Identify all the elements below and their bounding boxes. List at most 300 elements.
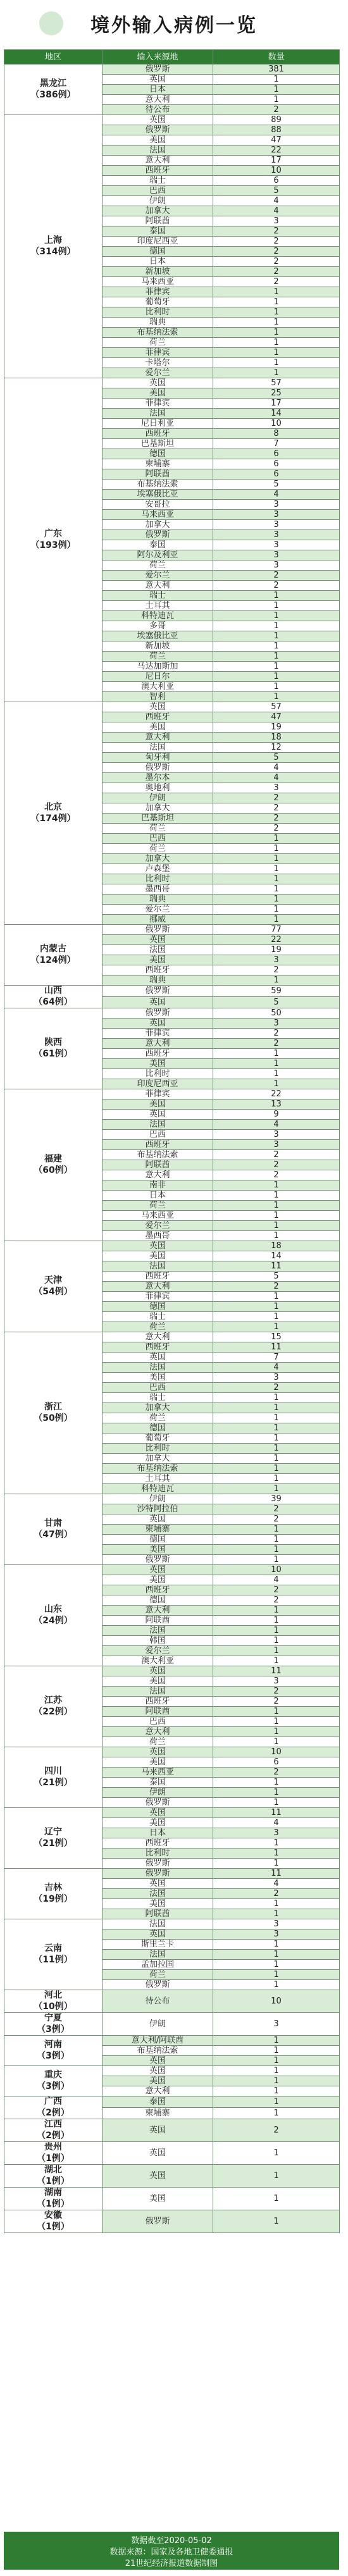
count-cell: 1: [213, 1798, 340, 1808]
source-cell: 布基纳法索: [103, 328, 213, 338]
source-cell: 巴西: [103, 1383, 213, 1393]
count-cell: 1: [213, 1535, 340, 1545]
count-cell: 1: [213, 854, 340, 864]
region-total: （24例）: [34, 1615, 73, 1626]
source-cell: 荷兰: [103, 1201, 213, 1211]
count-cell: 1: [213, 85, 340, 95]
region-name: 河北: [44, 1990, 62, 2000]
source-cell: 马来西亚: [103, 510, 213, 520]
source-cell: 卡塔尔: [103, 358, 213, 368]
count-cell: 2: [213, 814, 340, 824]
source-cell: 加拿大: [103, 803, 213, 814]
table-row: [4, 1869, 340, 1879]
count-cell: 4: [213, 1818, 340, 1828]
table-row: [4, 2036, 340, 2046]
region-cell: [4, 1494, 103, 1565]
source-cell: 新加坡: [103, 641, 213, 652]
count-cell: 2: [213, 1029, 340, 1039]
source-cell: 法国: [103, 1626, 213, 1636]
count-cell: 10: [213, 419, 340, 429]
footer: [4, 2532, 339, 2570]
source-cell: 爱尔兰: [103, 1221, 213, 1231]
source-cell: 比利时: [103, 874, 213, 884]
region-name: 陕西: [44, 1037, 62, 1048]
count-cell: 13: [213, 1099, 340, 1110]
source-cell: 英国: [103, 2119, 213, 2142]
count-cell: 18: [213, 733, 340, 743]
count-cell: 6: [213, 176, 340, 186]
source-cell: 马达加斯加: [103, 662, 213, 672]
region-total: （314例）: [30, 246, 76, 257]
table-row: [4, 925, 340, 935]
count-cell: 10: [213, 166, 340, 176]
region-total: （54例）: [34, 1286, 73, 1297]
count-cell: 381: [213, 65, 340, 75]
region-cell: [4, 2096, 103, 2119]
count-cell: 4: [213, 1120, 340, 1130]
source-cell: 安哥拉: [103, 500, 213, 510]
count-cell: 1: [213, 682, 340, 692]
count-cell: 19: [213, 945, 340, 955]
count-cell: 1: [213, 2056, 340, 2066]
count-cell: 1: [213, 641, 340, 652]
count-cell: 3: [213, 1676, 340, 1687]
source-cell: 西班牙: [103, 1140, 213, 1150]
count-cell: 10: [213, 1990, 340, 2013]
table-row: [4, 2142, 340, 2165]
count-cell: 1: [213, 338, 340, 348]
count-cell: 3: [213, 1373, 340, 1383]
count-cell: 2: [213, 1697, 340, 1707]
source-cell: 荷兰: [103, 338, 213, 348]
count-cell: 1: [213, 297, 340, 307]
count-cell: 1: [213, 2066, 340, 2076]
source-cell: 法国: [103, 409, 213, 419]
count-cell: 1: [213, 1484, 340, 1494]
count-cell: 2: [213, 105, 340, 115]
region-name: 北京: [44, 802, 62, 812]
region-total: （22例）: [34, 1706, 73, 1717]
region-total: （3例）: [37, 2050, 70, 2061]
region-total: （47例）: [34, 1529, 73, 1540]
source-cell: 美国: [103, 1818, 213, 1828]
table-row: [4, 2119, 340, 2142]
count-cell: 17: [213, 156, 340, 166]
source-cell: 西班牙: [103, 1838, 213, 1848]
count-cell: 3: [213, 530, 340, 540]
source-cell: 美国: [103, 722, 213, 733]
source-cell: 荷兰: [103, 1970, 213, 1980]
count-cell: 2: [213, 1150, 340, 1160]
count-cell: 1: [213, 1211, 340, 1221]
source-cell: 日本: [103, 85, 213, 95]
source-cell: 美国: [103, 1899, 213, 1909]
source-cell: 俄罗斯: [103, 2210, 213, 2233]
count-cell: 1: [213, 2036, 340, 2046]
source-cell: 比利时: [103, 307, 213, 318]
source-cell: 葡萄牙: [103, 1434, 213, 1444]
source-cell: 俄罗斯: [103, 1980, 213, 1990]
count-cell: 1: [213, 834, 340, 844]
footer-source: 数据来源：国家及各地卫健委通报: [109, 2548, 233, 2557]
count-cell: 4: [213, 1879, 340, 1889]
region-name: 河南: [44, 2040, 62, 2050]
region-total: （386例）: [30, 89, 76, 100]
count-cell: 2: [213, 581, 340, 591]
region-total: （1例）: [37, 2153, 70, 2164]
source-cell: 伊朗: [103, 196, 213, 206]
source-cell: 英国: [103, 1565, 213, 1575]
count-cell: 1: [213, 287, 340, 297]
count-cell: 1: [213, 1444, 340, 1454]
source-cell: 土耳其: [103, 601, 213, 611]
source-cell: 英国: [103, 75, 213, 85]
region-name: 重庆: [44, 2070, 62, 2080]
footer-date: 数据截至2020-05-02: [131, 2536, 212, 2546]
count-cell: 1: [213, 1940, 340, 1950]
count-cell: 88: [213, 125, 340, 135]
region-total: （19例）: [34, 1893, 73, 1904]
count-cell: 1: [213, 1201, 340, 1211]
count-cell: 3: [213, 955, 340, 965]
count-cell: 1: [213, 2096, 340, 2108]
count-cell: 1: [213, 621, 340, 631]
source-cell: 爱尔兰: [103, 571, 213, 581]
region-total: （124例）: [30, 955, 76, 965]
source-cell: 俄罗斯: [103, 763, 213, 773]
source-cell: 英国: [103, 935, 213, 945]
region-name: 广东: [44, 529, 62, 539]
count-cell: 1: [213, 1636, 340, 1646]
region-cell: [4, 115, 103, 378]
source-cell: 荷兰: [103, 560, 213, 571]
count-cell: 17: [213, 399, 340, 409]
count-cell: 1: [213, 692, 340, 702]
count-cell: 47: [213, 135, 340, 146]
source-cell: 美国: [103, 1757, 213, 1768]
region-cell: [4, 2188, 103, 2210]
count-cell: 14: [213, 409, 340, 419]
source-cell: 加拿大: [103, 1454, 213, 1464]
count-cell: 57: [213, 378, 340, 388]
source-cell: 瑞典: [103, 975, 213, 986]
region-name: 安徽: [44, 2210, 62, 2220]
count-cell: 1: [213, 1707, 340, 1717]
table-row: [4, 2210, 340, 2233]
source-cell: 美国: [103, 1545, 213, 1555]
source-cell: 德国: [103, 1302, 213, 1312]
source-cell: 俄罗斯: [103, 65, 213, 75]
source-cell: 意大利: [103, 95, 213, 105]
source-cell: 巴西: [103, 1717, 213, 1727]
count-cell: 1: [213, 328, 340, 338]
count-cell: 1: [213, 1848, 340, 1859]
source-cell: 布基纳法索: [103, 480, 213, 490]
source-cell: 布基纳法索: [103, 1150, 213, 1160]
region-name: 江苏: [44, 1695, 62, 1706]
region-name: 山东: [44, 1604, 62, 1614]
source-cell: 西班牙: [103, 166, 213, 176]
count-cell: 1: [213, 1525, 340, 1535]
source-cell: 柬埔寨: [103, 1525, 213, 1535]
count-cell: 2: [213, 1889, 340, 1899]
source-cell: 西班牙: [103, 1049, 213, 1059]
table-row: [4, 2066, 340, 2076]
source-cell: 美国: [103, 1575, 213, 1585]
count-cell: 1: [213, 1555, 340, 1565]
source-cell: 西班牙: [103, 429, 213, 439]
source-cell: 比利时: [103, 1069, 213, 1079]
source-cell: 英国: [103, 1879, 213, 1889]
source-cell: 埃塞俄比亚: [103, 490, 213, 500]
count-cell: 3: [213, 1929, 340, 1940]
count-cell: 2: [213, 277, 340, 287]
region-cell: [4, 2013, 103, 2036]
count-cell: 47: [213, 712, 340, 722]
source-cell: 菲律宾: [103, 1089, 213, 1099]
count-cell: 2: [213, 965, 340, 975]
source-cell: 意大利: [103, 581, 213, 591]
count-cell: 5: [213, 480, 340, 490]
source-cell: 法国: [103, 1889, 213, 1899]
count-cell: 1: [213, 1049, 340, 1059]
count-cell: 1: [213, 2108, 340, 2119]
count-cell: 2: [213, 1585, 340, 1595]
region-name: 黑龙江: [40, 78, 66, 89]
count-cell: 1: [213, 1302, 340, 1312]
source-cell: 瑞士: [103, 591, 213, 601]
source-cell: 西班牙: [103, 1585, 213, 1595]
source-cell: 俄罗斯: [103, 1008, 213, 1019]
source-cell: 日本: [103, 257, 213, 267]
count-cell: 1: [213, 884, 340, 895]
table-row: [4, 65, 340, 75]
count-cell: 18: [213, 1241, 340, 1251]
source-cell: 泰国: [103, 226, 213, 237]
count-cell: 2: [213, 237, 340, 247]
source-cell: 英国: [103, 2056, 213, 2066]
count-cell: 1: [213, 368, 340, 378]
count-cell: 1: [213, 2188, 340, 2210]
source-cell: 待公布: [103, 105, 213, 115]
count-cell: 1: [213, 864, 340, 874]
count-cell: 3: [213, 550, 340, 560]
count-cell: 1: [213, 1292, 340, 1302]
count-cell: 12: [213, 743, 340, 753]
source-cell: 菲律宾: [103, 399, 213, 409]
region-total: （3例）: [37, 2024, 70, 2034]
source-cell: 加拿大: [103, 854, 213, 864]
region-total: （193例）: [30, 540, 76, 550]
source-cell: 菲律宾: [103, 348, 213, 358]
footer-credit: 21世纪经济报道数据制图: [125, 2559, 218, 2568]
count-cell: 1: [213, 1606, 340, 1616]
count-cell: 1: [213, 915, 340, 925]
count-cell: 10: [213, 1565, 340, 1575]
source-cell: 加拿大: [103, 206, 213, 216]
source-cell: 爱尔兰: [103, 1646, 213, 1656]
count-cell: 1: [213, 1970, 340, 1980]
source-cell: 伊朗: [103, 1494, 213, 1504]
source-cell: 美国: [103, 955, 213, 965]
count-cell: 1: [213, 631, 340, 641]
count-cell: 1: [213, 1464, 340, 1474]
region-cell: [4, 1565, 103, 1666]
region-name: 广西: [44, 2096, 62, 2107]
region-cell: [4, 2165, 103, 2188]
page-title: 境外输入病例一览: [90, 15, 258, 37]
region-total: （10例）: [34, 2001, 73, 2012]
source-cell: 葡萄牙: [103, 297, 213, 307]
count-cell: 1: [213, 1059, 340, 1069]
count-cell: 4: [213, 1575, 340, 1585]
count-cell: 3: [213, 1828, 340, 1838]
count-cell: 3: [213, 540, 340, 550]
count-cell: 1: [213, 2086, 340, 2096]
count-cell: 1: [213, 1191, 340, 1201]
source-cell: 布基纳法索: [103, 1464, 213, 1474]
source-cell: 印度尼西亚: [103, 237, 213, 247]
region-name: 湖北: [44, 2165, 62, 2175]
source-cell: 尼日尔: [103, 672, 213, 682]
count-cell: 1: [213, 1646, 340, 1656]
count-cell: 1: [213, 1069, 340, 1079]
source-cell: 意大利: [103, 1282, 213, 1292]
source-cell: 加拿大: [103, 1403, 213, 1413]
source-cell: 澳大利亚: [103, 1656, 213, 1666]
source-cell: 阿联酋: [103, 1707, 213, 1717]
source-cell: 法国: [103, 1261, 213, 1272]
count-cell: 25: [213, 388, 340, 399]
region-total: （21例）: [34, 1777, 73, 1788]
count-cell: 1: [213, 1626, 340, 1636]
count-cell: 1: [213, 1778, 340, 1788]
source-cell: 加拿大: [103, 520, 213, 530]
count-cell: 3: [213, 520, 340, 530]
count-cell: 1: [213, 1434, 340, 1444]
source-cell: 英国: [103, 1514, 213, 1525]
source-cell: 爱尔兰: [103, 368, 213, 378]
count-cell: 1: [213, 1788, 340, 1798]
count-cell: 1: [213, 662, 340, 672]
table-body: [4, 65, 340, 2233]
count-cell: 2: [213, 1282, 340, 1292]
region-name: 内蒙古: [40, 944, 66, 954]
region-total: （1例）: [37, 2221, 70, 2232]
source-cell: 意大利: [103, 2086, 213, 2096]
count-cell: 1: [213, 1413, 340, 1423]
source-cell: 英国: [103, 1019, 213, 1029]
source-cell: 新加坡: [103, 267, 213, 277]
source-cell: 菲律宾: [103, 1292, 213, 1302]
source-cell: 伊朗: [103, 1788, 213, 1798]
region-total: （60例）: [34, 1165, 73, 1175]
source-cell: 英国: [103, 1110, 213, 1120]
count-cell: 1: [213, 1312, 340, 1322]
table-row: [4, 1565, 340, 1575]
source-cell: 俄罗斯: [103, 1798, 213, 1808]
count-cell: 1: [213, 1950, 340, 1960]
source-cell: 澳大利亚: [103, 682, 213, 692]
count-cell: 1: [213, 1231, 340, 1241]
region-name: 上海: [44, 235, 62, 245]
count-cell: 2: [213, 1160, 340, 1170]
source-cell: 伊朗: [103, 2013, 213, 2036]
source-cell: 德国: [103, 1423, 213, 1434]
source-cell: 意大利: [103, 1727, 213, 1737]
count-cell: 4: [213, 773, 340, 783]
count-cell: 1: [213, 844, 340, 854]
count-cell: 2: [213, 803, 340, 814]
count-cell: 3: [213, 783, 340, 793]
table-row: [4, 1089, 340, 1099]
table-row: [4, 115, 340, 125]
source-cell: 美国: [103, 2076, 213, 2086]
source-cell: 俄罗斯: [103, 530, 213, 540]
source-cell: 巴基斯坦: [103, 439, 213, 449]
region-total: （3例）: [37, 2081, 70, 2091]
count-cell: 1: [213, 652, 340, 662]
source-cell: 巴基斯坦: [103, 814, 213, 824]
count-cell: 2: [213, 1595, 340, 1606]
source-cell: 英国: [103, 1929, 213, 1940]
source-cell: 斯里兰卡: [103, 1940, 213, 1950]
source-cell: 马来西亚: [103, 1768, 213, 1778]
source-cell: 英国: [103, 378, 213, 388]
region-cell: [4, 702, 103, 925]
source-cell: 墨西哥: [103, 1231, 213, 1241]
source-cell: 德国: [103, 1595, 213, 1606]
count-cell: 1: [213, 672, 340, 682]
count-cell: 1: [213, 1322, 340, 1332]
source-cell: 墨西哥: [103, 884, 213, 895]
source-cell: 俄罗斯: [103, 1859, 213, 1869]
source-cell: 俄罗斯: [103, 925, 213, 935]
region-total: （50例）: [34, 1413, 73, 1423]
table-row: [4, 1747, 340, 1757]
source-cell: 挪威: [103, 915, 213, 925]
table-row: [4, 1808, 340, 1818]
source-cell: 美国: [103, 135, 213, 146]
source-cell: 卢森堡: [103, 864, 213, 874]
region-cell: [4, 1008, 103, 1089]
region-cell: [4, 65, 103, 115]
region-cell: [4, 1666, 103, 1747]
count-cell: 1: [213, 1221, 340, 1231]
count-cell: 2: [213, 1768, 340, 1778]
count-cell: 3: [213, 510, 340, 520]
source-cell: 日本: [103, 1828, 213, 1838]
count-cell: 5: [213, 186, 340, 196]
count-cell: 39: [213, 1494, 340, 1504]
source-cell: 南非: [103, 1180, 213, 1191]
count-cell: 2: [213, 1687, 340, 1697]
count-cell: 1: [213, 591, 340, 601]
source-cell: 英国: [103, 997, 213, 1008]
count-cell: 9: [213, 1110, 340, 1120]
region-total: （1例）: [37, 2176, 70, 2186]
table-row: [4, 1990, 340, 2013]
region-cell: [4, 2066, 103, 2096]
count-cell: 3: [213, 500, 340, 510]
count-cell: 1: [213, 1859, 340, 1869]
count-cell: 7: [213, 1353, 340, 1363]
source-cell: 荷兰: [103, 824, 213, 834]
count-cell: 5: [213, 997, 340, 1008]
source-cell: 待公布: [103, 1990, 213, 2013]
source-cell: 匈牙利: [103, 753, 213, 763]
count-cell: 2: [213, 824, 340, 834]
